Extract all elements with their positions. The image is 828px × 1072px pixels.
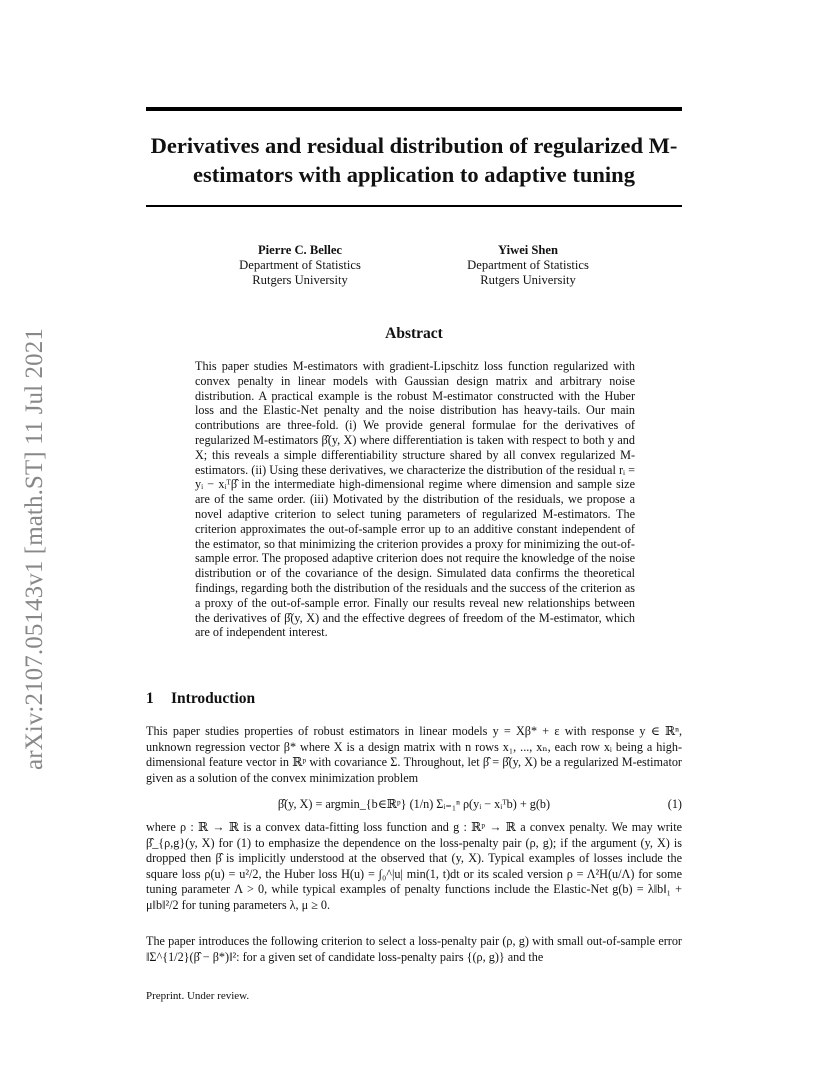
author-2: [428, 243, 628, 288]
equation-body: β̂(y, X) = argmin_{b∈ℝᵖ} (1/n) Σᵢ₌₁ⁿ ρ(yᵢ − xᵢᵀb) + g(b): [277, 797, 551, 811]
author-dept: Department of Statistics: [467, 258, 589, 272]
author-dept: Department of Statistics: [239, 258, 361, 272]
intro-paragraph-3: The paper introduces the following criterion to select a loss-penalty pair (ρ, g) with small out-of-sample error ‖Σ^{1/2}(β̂ − β*)‖²: for a given set of candidate loss-penalty pairs {(ρ, g)} and the: [146, 934, 682, 964]
equation-1: [146, 797, 682, 812]
abstract-text: This paper studies M-estimators with gradient-Lipschitz loss function regularized with convex penalty in linear models with Gaussian design matrix and arbitrary noise distribution. A practical example is the robust M-estimator constructed with the Huber loss and the Elastic-Net penalty and the noise distribution has heavy-tails. Our main contributions are three-fold. (i) We provide general formulae for the derivatives of regularized M-estimators β̂(y, X) where differentiation is taken with respect to both y and X; this reveals a simple differentiability structure shared by all convex regularized M-estimators. (ii) Using these derivatives, we characterize the distribution of the residual rᵢ = yᵢ − xᵢᵀβ̂ in the intermediate high-dimensional regime where dimension and sample size are of the same order. (iii) Motivated by the distribution of the residuals, we propose a novel adaptive criterion to select tuning parameters of regularized M-estimators. The criterion approximates the out-of-sample error up to an additive constant independent of the estimator, so that minimizing the criterion provides a proxy for minimizing the out-of-sample error. The proposed adaptive criterion does not require the knowledge of the noise distribution or of the covariance of the design. Simulated data confirms the theoretical findings, regarding both the distribution of the residuals and the success of the criterion as a proxy of the out-of-sample error. Finally our results reveal new relationships between the derivatives of β̂(y, X) and the effective degrees of freedom of the M-estimator, which are of independent interest.: [195, 359, 635, 640]
section-title: Introduction: [171, 690, 256, 707]
intro-paragraph-1: This paper studies properties of robust estimators in linear models y = Xβ* + ε with response y ∈ ℝⁿ, unknown regression vector β* where X is a design matrix with n rows x₁, ..., xₙ, each row xᵢ being a high-dimensional feature vector in ℝᵖ with covariance Σ. Throughout, let β̂ = β̂(y, X) be a regularized M-estimator given as a solution of the convex minimization problem: [146, 724, 682, 785]
paper-title: Derivatives and residual distribution of regularized M-estimators with application to adaptive tuning: [150, 133, 678, 187]
author-name: Yiwei Shen: [497, 243, 559, 257]
author-affiliation: Rutgers University: [252, 273, 348, 287]
equation-number: (1): [667, 797, 682, 811]
arxiv-identifier: arXiv:2107.05143v1 [math.ST] 11 Jul 2021: [21, 328, 48, 770]
intro-paragraph-2: where ρ : ℝ → ℝ is a convex data-fitting loss function and g : ℝᵖ → ℝ a convex penalty. We may write β̂_{ρ,g}(y, X) for (1) to emphasize the dependence on the loss-penalty pair (ρ, g); if the argument (y, X) is dropped then β̂ is implicitly understood at the observed that (y, X). Typical examples of losses include the square loss ρ(u) = u²/2, the Huber loss H(u) = ∫₀^|u| min(1, t)dt or its scaled version ρ = Λ²H(u/Λ) for some tuning parameter Λ > 0, while typical examples of penalty functions include the Elastic-Net g(b) = λ‖b‖₁ + μ‖b‖²/2 for tuning parameters λ, μ ≥ 0.: [146, 820, 682, 912]
title-bottom-rule: [146, 205, 682, 207]
top-rule: [146, 107, 682, 111]
author-1: [200, 243, 400, 288]
footer-note: Preprint. Under review.: [146, 990, 250, 1002]
section-number: 1: [146, 690, 154, 707]
author-name: Pierre C. Bellec: [257, 243, 343, 257]
abstract-heading: Abstract: [385, 325, 443, 342]
section-heading: [146, 690, 255, 708]
author-affiliation: Rutgers University: [480, 273, 576, 287]
